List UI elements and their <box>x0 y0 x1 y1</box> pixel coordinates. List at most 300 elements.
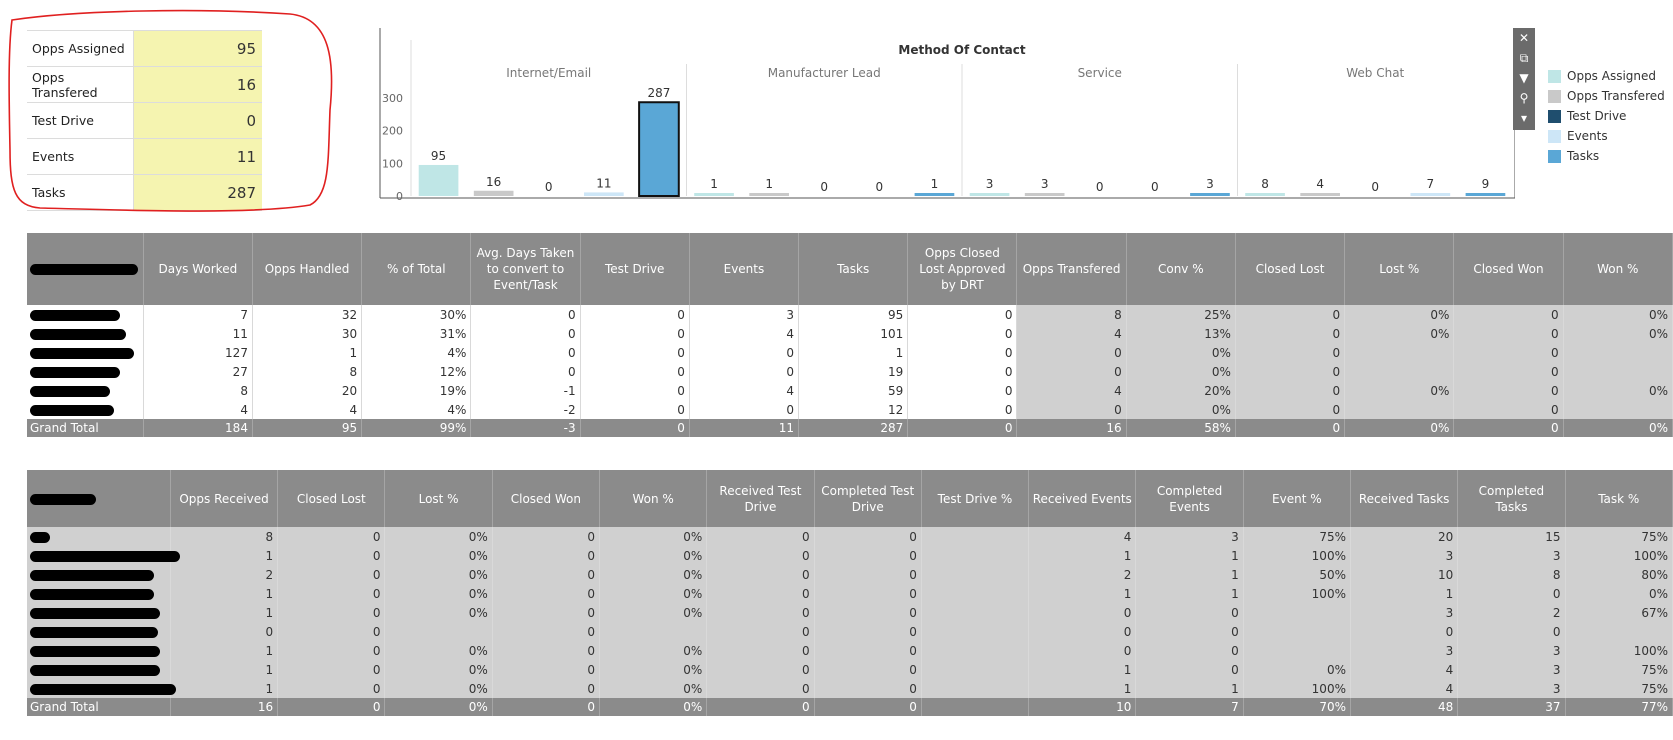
column-header[interactable]: Events <box>689 233 798 305</box>
table-cell: 59 <box>799 381 908 400</box>
table-cell: 0 <box>1454 305 1563 324</box>
table-cell: 0 <box>1136 660 1243 679</box>
table-cell: 0 <box>707 603 814 622</box>
panel-header: Service <box>1077 66 1122 80</box>
bar-data-label: 0 <box>1151 180 1159 194</box>
grand-total-cell: -3 <box>471 419 580 437</box>
table-cell: 8 <box>252 362 361 381</box>
table-cell: 3 <box>1458 679 1565 698</box>
table-cell <box>1563 362 1672 381</box>
bar-data-label: 0 <box>1095 180 1104 194</box>
table-cell: 1 <box>170 603 277 622</box>
table-cell: 0 <box>1235 324 1344 343</box>
table-cell: 100% <box>1565 641 1672 660</box>
table-cell <box>1345 400 1454 419</box>
redaction-mark <box>30 646 160 657</box>
table-cell: 3 <box>689 305 798 324</box>
redaction-mark <box>30 310 120 321</box>
legend-swatch <box>1548 110 1561 123</box>
kpi-row <box>27 67 262 103</box>
table-cell: 4 <box>689 324 798 343</box>
table-row <box>27 641 1673 660</box>
table-cell: 4% <box>362 400 471 419</box>
table-row <box>27 343 1673 362</box>
column-header[interactable]: Received Events <box>1029 470 1136 527</box>
grand-total-cell: 184 <box>143 419 252 437</box>
column-header[interactable]: Tasks <box>799 233 908 305</box>
table-cell: 11 <box>143 324 252 343</box>
table-cell: 0% <box>385 565 492 584</box>
grand-total-cell: 7 <box>1136 698 1243 716</box>
column-header[interactable]: Received Tasks <box>1350 470 1457 527</box>
table-cell: 0 <box>492 679 599 698</box>
grand-total-cell: 0 <box>908 419 1017 437</box>
table-cell: 0 <box>278 565 385 584</box>
grand-total-cell: 0% <box>385 698 492 716</box>
table-cell: 0 <box>278 584 385 603</box>
kpi-label: Test Drive <box>27 103 134 139</box>
grand-total-cell: 0 <box>707 698 814 716</box>
grand-total-cell: 0 <box>814 698 921 716</box>
table-cell <box>921 603 1028 622</box>
row-name-cell <box>27 305 143 324</box>
table-cell: 0 <box>580 381 689 400</box>
grand-total-cell: 0 <box>1235 419 1344 437</box>
table-cell: 0 <box>278 660 385 679</box>
row-name-cell <box>27 527 170 546</box>
table-row <box>27 381 1673 400</box>
column-header[interactable]: Completed Test Drive <box>814 470 921 527</box>
table-cell <box>1243 641 1350 660</box>
panel-header: Manufacturer Lead <box>767 66 881 80</box>
table-cell: 0 <box>580 362 689 381</box>
table-cell: 3 <box>1350 603 1457 622</box>
table-cell: 0 <box>278 679 385 698</box>
y-tick-label: 100 <box>382 157 403 171</box>
column-header[interactable]: Closed Won <box>492 470 599 527</box>
column-header[interactable]: Closed Lost <box>1235 233 1344 305</box>
grand-total-cell: 0% <box>1563 419 1672 437</box>
panel-header: Web Chat <box>1346 66 1405 80</box>
table-cell: 0 <box>1029 603 1136 622</box>
column-header[interactable] <box>27 470 170 527</box>
table-cell: 7 <box>143 305 252 324</box>
table-cell: 4 <box>1350 679 1457 698</box>
row-name-cell <box>27 660 170 679</box>
table-cell: 0 <box>1454 324 1563 343</box>
table-row <box>27 679 1673 698</box>
method-of-contact-chart[interactable] <box>375 28 1515 206</box>
table-cell: 30% <box>362 305 471 324</box>
column-header[interactable]: Completed Events <box>1136 470 1243 527</box>
column-header[interactable]: Days Worked <box>143 233 252 305</box>
row-name-cell <box>27 679 170 698</box>
bar-data-label: 3 <box>1040 177 1049 191</box>
table-cell: 0 <box>707 565 814 584</box>
bar <box>1300 193 1340 196</box>
table-cell: 30 <box>252 324 361 343</box>
table-cell: 19 <box>799 362 908 381</box>
table-cell: 0 <box>814 546 921 565</box>
table-cell: 0 <box>908 381 1017 400</box>
table-cell: 1 <box>1136 546 1243 565</box>
kpi-value: 95 <box>134 31 263 67</box>
table-cell: 0 <box>278 641 385 660</box>
table-cell: 13% <box>1126 324 1235 343</box>
table-cell: 0% <box>1563 381 1672 400</box>
close-icon[interactable]: ✕ <box>1518 31 1530 45</box>
table-cell: 0 <box>1017 343 1126 362</box>
table-cell: 1 <box>1350 584 1457 603</box>
row-name-cell <box>27 584 170 603</box>
table-cell: 0 <box>1454 362 1563 381</box>
table-cell: 0 <box>170 622 277 641</box>
table-cell: 0 <box>1235 305 1344 324</box>
table-cell: 0 <box>278 622 385 641</box>
legend-item[interactable] <box>1548 86 1665 106</box>
table-cell <box>921 641 1028 660</box>
table-cell: 100% <box>1565 546 1672 565</box>
table-cell: 3 <box>1458 546 1565 565</box>
table-cell: 0 <box>471 362 580 381</box>
legend-item[interactable] <box>1548 106 1665 126</box>
table-cell: 25% <box>1126 305 1235 324</box>
bar-data-label: 0 <box>875 180 884 194</box>
column-header[interactable]: Lost % <box>1345 233 1454 305</box>
grand-total-cell: 11 <box>689 419 798 437</box>
table-cell: 0% <box>600 641 707 660</box>
table-cell: 0% <box>1345 324 1454 343</box>
table-cell: 2 <box>170 565 277 584</box>
kpi-value: 0 <box>134 103 263 139</box>
grand-total-label: Grand Total <box>27 419 143 437</box>
column-header[interactable]: Closed Won <box>1454 233 1563 305</box>
table-cell: 0 <box>814 660 921 679</box>
table-cell: 20% <box>1126 381 1235 400</box>
table-cell <box>921 546 1028 565</box>
table-cell: 0 <box>689 400 798 419</box>
table-cell: 0% <box>1243 660 1350 679</box>
legend-swatch <box>1548 70 1561 83</box>
table-cell: 0 <box>707 584 814 603</box>
grand-total-cell: 0 <box>1454 419 1563 437</box>
column-header[interactable]: Task % <box>1565 470 1672 527</box>
grand-total-cell: 70% <box>1243 698 1350 716</box>
grand-total-cell: 10 <box>1029 698 1136 716</box>
row-name-cell <box>27 641 170 660</box>
grand-total-cell: 0 <box>492 698 599 716</box>
table-cell: 8 <box>1458 565 1565 584</box>
table-cell: 0 <box>1235 362 1344 381</box>
column-header[interactable]: Opps Handled <box>252 233 361 305</box>
column-header[interactable]: Received Test Drive <box>707 470 814 527</box>
table-cell: 31% <box>362 324 471 343</box>
column-header[interactable]: Completed Tasks <box>1458 470 1565 527</box>
row-name-cell <box>27 343 143 362</box>
table-cell: 0 <box>908 343 1017 362</box>
bar <box>419 165 459 196</box>
table-cell: 2 <box>1029 565 1136 584</box>
column-header[interactable]: Conv % <box>1126 233 1235 305</box>
redaction-mark <box>30 627 158 638</box>
redaction-mark <box>30 329 126 340</box>
table-cell: 0% <box>385 603 492 622</box>
table-cell <box>921 584 1028 603</box>
redaction-mark <box>30 386 110 397</box>
kpi-value: 16 <box>134 67 263 103</box>
table-cell: 1 <box>1029 660 1136 679</box>
table-cell <box>921 622 1028 641</box>
row-name-cell <box>27 565 170 584</box>
table-cell: 0 <box>707 527 814 546</box>
table-cell: 0 <box>689 362 798 381</box>
table-cell <box>385 622 492 641</box>
popout-icon[interactable]: ⧉ <box>1519 51 1529 65</box>
grand-total-cell: 0 <box>278 698 385 716</box>
bar <box>639 102 679 196</box>
table-cell: 4% <box>362 343 471 362</box>
bar <box>1466 193 1506 196</box>
column-header[interactable]: Lost % <box>385 470 492 527</box>
bar <box>584 192 624 196</box>
legend-swatch <box>1548 130 1561 143</box>
table-cell: 12 <box>799 400 908 419</box>
kpi-label: Tasks <box>27 175 134 211</box>
table-cell: 1 <box>1029 679 1136 698</box>
table-cell: 75% <box>1565 679 1672 698</box>
table-cell <box>921 660 1028 679</box>
legend-item[interactable] <box>1548 126 1665 146</box>
table-cell: 0 <box>908 305 1017 324</box>
column-header[interactable]: Avg. Days Taken to convert to Event/Task <box>471 233 580 305</box>
table-cell: 0 <box>1029 641 1136 660</box>
table-cell: 0 <box>814 641 921 660</box>
table-cell: 10 <box>1350 565 1457 584</box>
panel-header: Internet/Email <box>506 66 592 80</box>
y-tick-label: 300 <box>382 92 403 105</box>
table-cell: 0% <box>600 603 707 622</box>
table-row <box>27 622 1673 641</box>
redaction-mark <box>30 494 96 505</box>
column-header[interactable]: % of Total <box>362 233 471 305</box>
column-header[interactable]: Opps Transfered <box>1017 233 1126 305</box>
table-cell: 0 <box>1136 622 1243 641</box>
table-cell: 1 <box>1029 546 1136 565</box>
bar <box>915 193 955 196</box>
table-cell: 0 <box>1235 381 1344 400</box>
table-row <box>27 400 1673 419</box>
table-cell: 100% <box>1243 679 1350 698</box>
table-cell: 4 <box>1017 324 1126 343</box>
bar-data-label: 11 <box>596 176 612 191</box>
table-cell: 1 <box>252 343 361 362</box>
column-header[interactable]: Opps Closed Lost Approved by DRT <box>908 233 1017 305</box>
row-name-cell <box>27 603 170 622</box>
chart-legend <box>1548 66 1665 166</box>
table-cell <box>921 565 1028 584</box>
y-tick-label: 0 <box>396 190 403 203</box>
chart-title: Method Of Contact <box>898 43 1026 57</box>
table-cell: 75% <box>1565 660 1672 679</box>
table-cell: -2 <box>471 400 580 419</box>
table-cell: 32 <box>252 305 361 324</box>
table-cell <box>1345 362 1454 381</box>
table-cell: 1 <box>170 660 277 679</box>
grand-total-cell: 0 <box>580 419 689 437</box>
legend-label: Tasks <box>1567 149 1600 163</box>
bar-data-label: 1 <box>930 177 939 191</box>
table-cell: 0% <box>600 565 707 584</box>
table-cell: 0 <box>471 305 580 324</box>
redaction-mark <box>30 551 180 562</box>
table-cell: 0 <box>492 603 599 622</box>
more-icon[interactable]: ▾ <box>1520 111 1528 125</box>
grand-total-cell: 95 <box>252 419 361 437</box>
filter-icon[interactable]: ▼ <box>1519 71 1529 85</box>
table-cell: 0 <box>908 324 1017 343</box>
table-cell: 0 <box>492 641 599 660</box>
table-cell: 0% <box>1565 584 1672 603</box>
table-cell: 0 <box>1235 343 1344 362</box>
bar-data-label: 3 <box>985 177 994 191</box>
row-name-cell <box>27 400 143 419</box>
bar <box>1025 193 1065 196</box>
table-cell: 0% <box>600 527 707 546</box>
table-cell: 0% <box>600 660 707 679</box>
table-cell: 0 <box>814 584 921 603</box>
table-cell: 4 <box>1017 381 1126 400</box>
bar <box>1411 193 1451 196</box>
table-cell <box>921 679 1028 698</box>
table-cell: 0 <box>278 527 385 546</box>
table-cell: 0 <box>580 324 689 343</box>
table-cell: 1 <box>1136 565 1243 584</box>
column-header[interactable]: Opps Received <box>170 470 277 527</box>
table-cell: 0 <box>707 679 814 698</box>
table-cell: 0 <box>814 622 921 641</box>
grand-total-cell: 58% <box>1126 419 1235 437</box>
column-header[interactable]: Won % <box>600 470 707 527</box>
table-cell: 0 <box>908 362 1017 381</box>
table-cell: 0 <box>278 603 385 622</box>
table-cell: 0 <box>1235 400 1344 419</box>
kpi-value: 287 <box>134 175 263 211</box>
table-cell: 0% <box>1126 362 1235 381</box>
pin-icon[interactable]: ⚲ <box>1519 91 1529 105</box>
grand-total-row <box>27 419 1673 437</box>
table-cell: 0 <box>1017 400 1126 419</box>
table-cell: 0 <box>1454 381 1563 400</box>
bar-data-label: 0 <box>544 180 553 194</box>
legend-label: Opps Assigned <box>1567 69 1657 83</box>
grand-total-cell: 16 <box>1017 419 1126 437</box>
bar-data-label: 287 <box>647 86 671 101</box>
kpi-row <box>27 139 262 175</box>
bar <box>1245 193 1285 196</box>
bar-data-label: 0 <box>820 180 829 194</box>
table-cell: 0 <box>814 565 921 584</box>
table-cell: 0% <box>385 527 492 546</box>
bar-data-label: 3 <box>1206 177 1214 191</box>
table-cell: 50% <box>1243 565 1350 584</box>
table-cell: 1 <box>1136 584 1243 603</box>
table-row <box>27 324 1673 343</box>
grand-total-cell: 37 <box>1458 698 1565 716</box>
redaction-mark <box>30 348 134 359</box>
table-cell: 3 <box>1350 641 1457 660</box>
table-cell: 0% <box>1126 400 1235 419</box>
bar <box>474 191 514 196</box>
table-cell: -1 <box>471 381 580 400</box>
bar-data-label: 0 <box>1371 180 1380 194</box>
table-cell: 4 <box>1350 660 1457 679</box>
table-cell: 0 <box>1136 603 1243 622</box>
table-cell: 1 <box>1136 679 1243 698</box>
column-header[interactable]: Event % <box>1243 470 1350 527</box>
table-cell: 0 <box>1454 343 1563 362</box>
bar-data-label: 7 <box>1426 177 1435 191</box>
table-cell: 1 <box>170 546 277 565</box>
row-name-cell <box>27 324 143 343</box>
table-cell: 0 <box>492 584 599 603</box>
row-name-cell <box>27 622 170 641</box>
column-header[interactable] <box>27 233 143 305</box>
table-cell: 8 <box>143 381 252 400</box>
table-cell <box>1563 400 1672 419</box>
kpi-label: Events <box>27 139 134 175</box>
redaction-mark <box>30 405 114 416</box>
drt-summary-table <box>27 233 1673 437</box>
opps-detail-table <box>27 470 1673 716</box>
grand-total-cell <box>921 698 1028 716</box>
table-cell: 0% <box>1345 381 1454 400</box>
kpi-row <box>27 31 262 67</box>
table-cell: 20 <box>1350 527 1457 546</box>
table-cell: 75% <box>1565 527 1672 546</box>
grand-total-cell: 77% <box>1565 698 1672 716</box>
column-header[interactable]: Test Drive <box>580 233 689 305</box>
column-header[interactable]: Won % <box>1563 233 1672 305</box>
table-cell: 4 <box>252 400 361 419</box>
grand-total-cell: 0% <box>600 698 707 716</box>
table-row <box>27 305 1673 324</box>
table-row <box>27 546 1673 565</box>
row-name-cell <box>27 381 143 400</box>
table-cell: 4 <box>143 400 252 419</box>
table-cell: 67% <box>1565 603 1672 622</box>
grand-total-cell: 0% <box>1345 419 1454 437</box>
column-header[interactable]: Closed Lost <box>278 470 385 527</box>
table-cell: 1 <box>799 343 908 362</box>
table-cell: 0 <box>580 305 689 324</box>
table-cell: 0 <box>908 400 1017 419</box>
legend-item[interactable] <box>1548 66 1665 86</box>
kpi-value: 11 <box>134 139 263 175</box>
table-cell: 127 <box>143 343 252 362</box>
table-cell: 3 <box>1458 660 1565 679</box>
table-cell: 0 <box>1017 362 1126 381</box>
table-cell: 0 <box>471 324 580 343</box>
column-header[interactable]: Test Drive % <box>921 470 1028 527</box>
legend-item[interactable] <box>1548 146 1665 166</box>
table-cell: 101 <box>799 324 908 343</box>
table-cell: 19% <box>362 381 471 400</box>
table-cell: 0% <box>600 546 707 565</box>
table-cell <box>1565 622 1672 641</box>
table-cell <box>600 622 707 641</box>
table-cell: 0 <box>1458 622 1565 641</box>
bar <box>749 193 789 196</box>
